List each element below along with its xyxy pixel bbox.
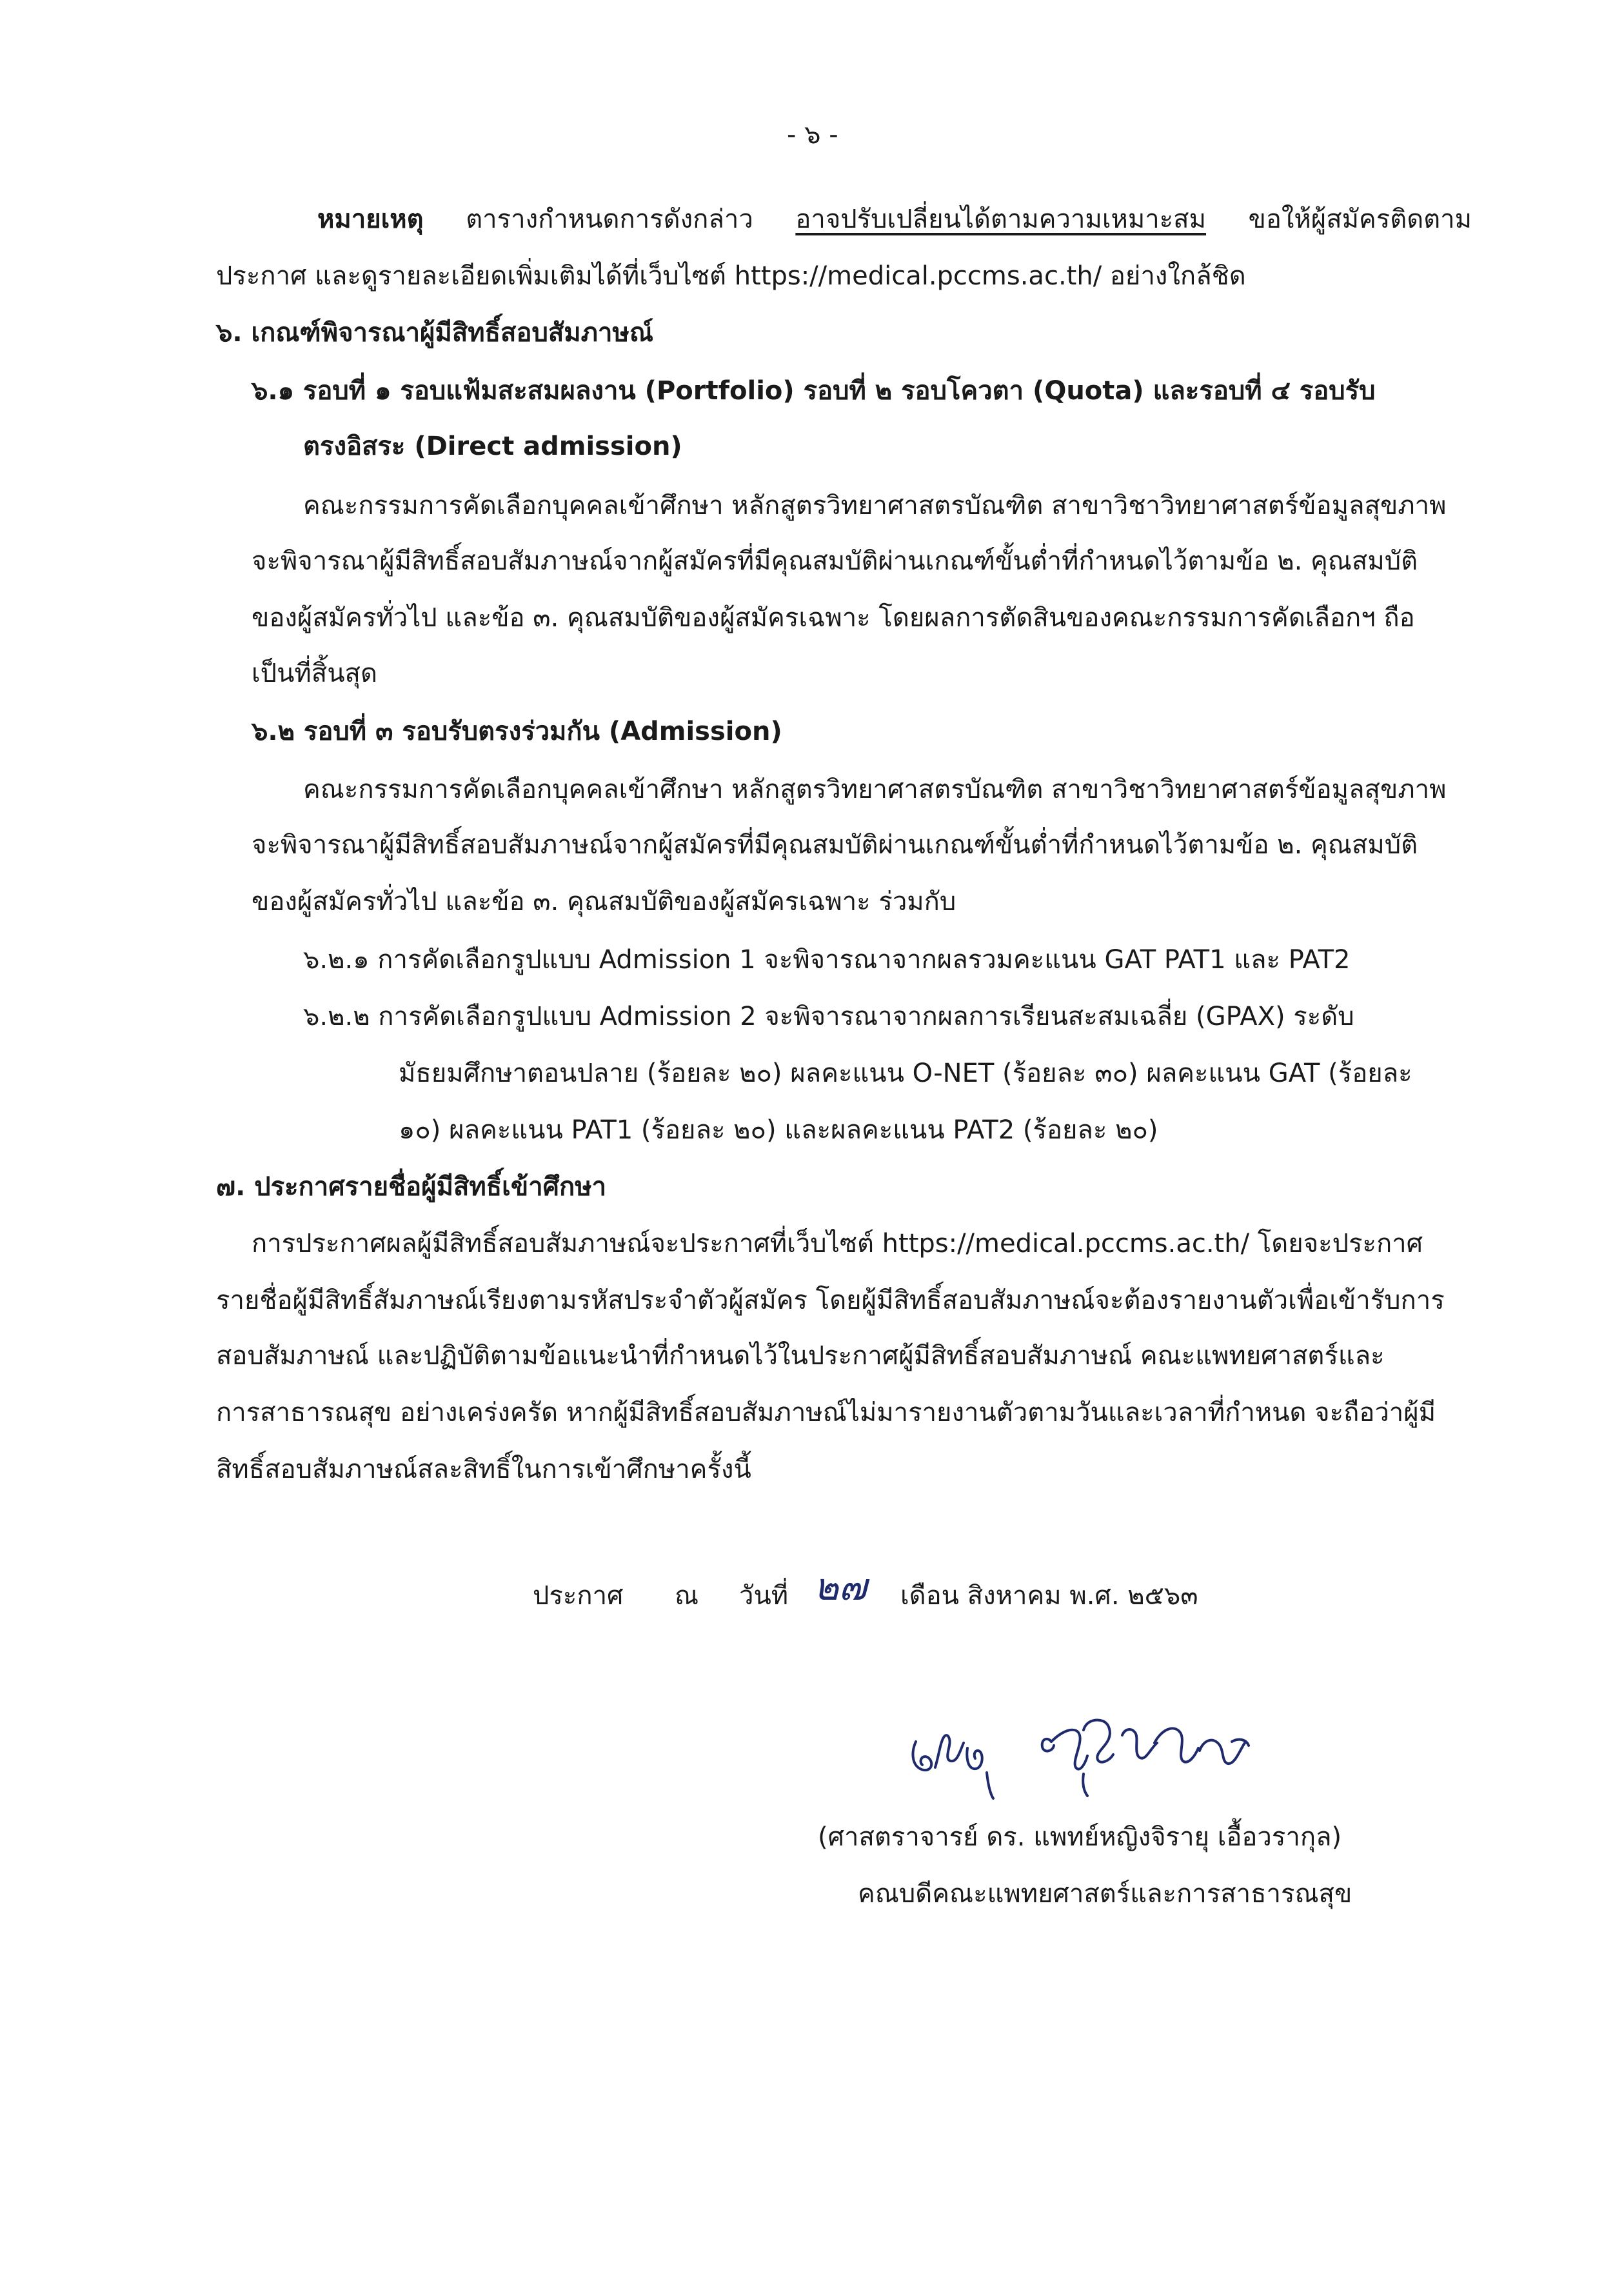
- section-6-heading: ๖. เกณฑ์พิจารณาผู้มีสิทธิ์สอบสัมภาษณ์: [216, 318, 653, 348]
- section-6-1-body-line-2: จะพิจารณาผู้มีสิทธิ์สอบสัมภาษณ์จากผู้สมัครที่มีคุณสมบัติผ่านเกณฑ์ขั้นต่ำที่กำหนดไว้ตามข้อ ๒. คุณสมบัติ: [252, 546, 1418, 576]
- item-6-2-2-line-3: ๑๐) ผลคะแนน PAT1 (ร้อยละ ๒๐) และผลคะแนน PAT2 (ร้อยละ ๒๐): [399, 1115, 1158, 1145]
- section-6-2-body-line-3: ของผู้สมัครทั่วไป และข้อ ๓. คุณสมบัติของผู้สมัครเฉพาะ ร่วมกับ: [252, 887, 956, 917]
- section-6-2-heading: ๖.๒ รอบที่ ๓ รอบรับตรงร่วมกัน (Admission): [252, 717, 782, 746]
- section-6-1-body-line-1: คณะกรรมการคัดเลือกบุคคลเข้าศึกษา หลักสูตรวิทยาศาสตรบัณฑิต สาขาวิชาวิทยาศาสตร์ข้อมูลสุขภาพ: [303, 491, 1447, 521]
- item-6-2-1: ๖.๒.๑ การคัดเลือกรูปแบบ Admission 1 จะพิจารณาจากผลรวมคะแนน GAT PAT1 และ PAT2: [303, 945, 1351, 975]
- section-7-body-line-4: การสาธารณสุข อย่างเคร่งครัด หากผู้มีสิทธิ์สอบสัมภาษณ์ไม่มารายงานตัวตามวันและเวลาที่กำหนด จะถือว่าผู้มี: [216, 1398, 1436, 1428]
- section-7-body-line-5: สิทธิ์สอบสัมภาษณ์สละสิทธิ์ในการเข้าศึกษาครั้งนี้: [216, 1455, 751, 1484]
- announcement-month-year: เดือน สิงหาคม พ.ศ. ๒๕๖๓: [900, 1581, 1198, 1611]
- section-6-1-body-line-4: เป็นที่สิ้นสุด: [252, 659, 377, 688]
- section-7-heading: ๗. ประกาศรายชื่อผู้มีสิทธิ์เข้าศึกษา: [216, 1172, 607, 1202]
- note-line-1: [317, 201, 1472, 237]
- note-text-b: ขอให้ผู้สมัครติดตาม: [1248, 204, 1472, 234]
- section-7-body-line-1: การประกาศผลผู้มีสิทธิ์สอบสัมภาษณ์จะประกาศที่เว็บไซต์ https://medical.pccms.ac.th/ โดยจะประกาศ: [252, 1229, 1423, 1258]
- signatory-position: คณบดีคณะแพทยศาสตร์และการสาธารณสุข: [858, 1879, 1352, 1909]
- section-6-1-heading-line-1: ๖.๑ รอบที่ ๑ รอบแฟ้มสะสมผลงาน (Portfolio) รอบที่ ๒ รอบโควตา (Quota) และรอบที่ ๔ รอบรับ: [252, 376, 1376, 406]
- announcement-at: ณ: [675, 1581, 699, 1611]
- section-6-2-body-line-1: คณะกรรมการคัดเลือกบุคคลเข้าศึกษา หลักสูตรวิทยาศาสตรบัณฑิต สาขาวิชาวิทยาศาสตร์ข้อมูลสุขภาพ: [303, 775, 1447, 804]
- note-text-underlined: อาจปรับเปลี่ยนได้ตามความเหมาะสม: [795, 204, 1206, 234]
- announcement-day-label: วันที่: [739, 1581, 789, 1611]
- item-6-2-2-line-2: มัธยมศึกษาตอนปลาย (ร้อยละ ๒๐) ผลคะแนน O-NET (ร้อยละ ๓๐) ผลคะแนน GAT (ร้อยละ: [399, 1059, 1412, 1088]
- signatory-name: (ศาสตราจารย์ ดร. แพทย์หญิงจิรายุ เอื้อวรากุล): [818, 1822, 1342, 1852]
- note-text-a: ตารางกำหนดการดังกล่าว: [466, 204, 753, 234]
- page-number: - ๖ -: [787, 120, 838, 150]
- note-label: หมายเหตุ: [317, 204, 424, 234]
- section-6-2-body-line-2: จะพิจารณาผู้มีสิทธิ์สอบสัมภาษณ์จากผู้สมัครที่มีคุณสมบัติผ่านเกณฑ์ขั้นต่ำที่กำหนดไว้ตามข้อ ๒. คุณสมบัติ: [252, 830, 1418, 860]
- note-line-2: ประกาศ และดูรายละเอียดเพิ่มเติมได้ที่เว็บไซต์ https://medical.pccms.ac.th/ อย่างใกล้ชิด: [216, 261, 1246, 291]
- item-6-2-2-line-1: ๖.๒.๒ การคัดเลือกรูปแบบ Admission 2 จะพิจารณาจากผลการเรียนสะสมเฉลี่ย (GPAX) ระดับ: [303, 1002, 1354, 1031]
- announcement-prefix: ประกาศ: [533, 1581, 624, 1611]
- section-6-1-body-line-3: ของผู้สมัครทั่วไป และข้อ ๓. คุณสมบัติของผู้สมัครเฉพาะ โดยผลการตัดสินของคณะกรรมการคัดเลือกฯ ถือ: [252, 603, 1415, 633]
- section-6-1-heading-line-2: ตรงอิสระ (Direct admission): [303, 432, 682, 461]
- announcement-day-handwritten: ๒๗: [814, 1565, 867, 1609]
- section-7-body-line-2: รายชื่อผู้มีสิทธิ์สัมภาษณ์เรียงตามรหัสประจำตัวผู้สมัคร โดยผู้มีสิทธิ์สอบสัมภาษณ์จะต้องรายงานตัวเพื่อเข้ารับการ: [216, 1286, 1445, 1315]
- section-7-body-line-3: สอบสัมภาษณ์ และปฏิบัติตามข้อแนะนำที่กำหนดไว้ในประกาศผู้มีสิทธิ์สอบสัมภาษณ์ คณะแพทยศาสตร์และ: [216, 1341, 1385, 1371]
